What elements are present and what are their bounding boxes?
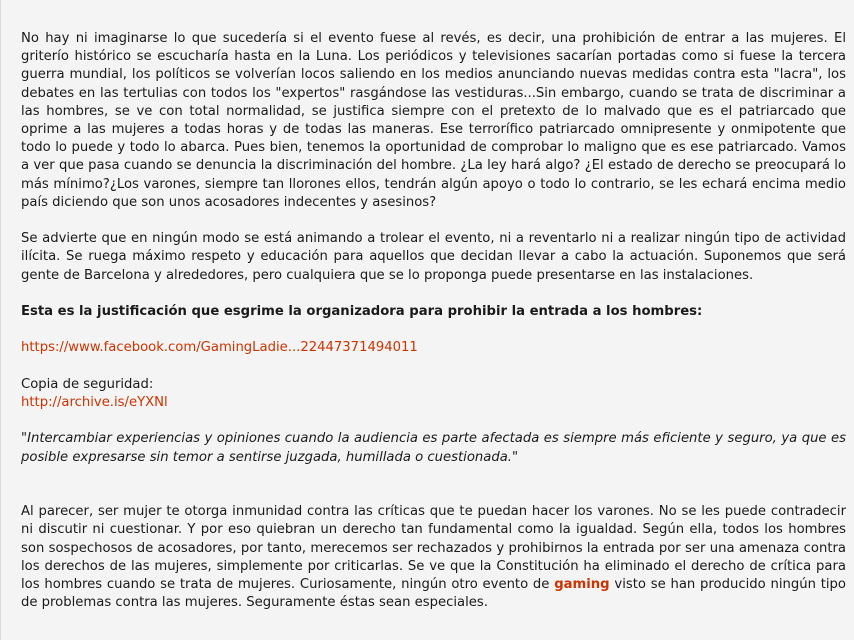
paragraph-conclusion-text: Al parecer, ser mujer te otorga inmunidad contra las críticas que te puedan hacer los varones. No se les puede contradecir ni discutir ni cuestionar. Y por eso quiebran un derecho tan fundamental como la igualdad. Según ella, todos los hombres son sospechosos de acosadores, por tanto, merecemos ser rechazados y prohibirnos la entrada por ser una amenaza contra los derechos de las mujeres, simplemente por criticarlas. Se ve que la Constitución ha eliminado el derecho de crítica para los hombres cuando se trata de mujeres. Curiosamente, ningún otro evento de — [21, 504, 846, 592]
organizer-quote: "Intercambiar experiencias y opiniones cuando la audiencia es parte afectada es siempre más eficiente y seguro, ya que es posible expresarse sin temor a sentirse juzgada, humillada o cuestionada." — [21, 431, 846, 465]
paragraph-conclusion — [21, 503, 846, 612]
paragraph-intro: No hay ni imaginarse lo que sucedería si el evento fuese al revés, es decir, una prohibición de entrar a las mujeres. El griterío histórico se escucharía hasta en la Luna. Los periódicos y televisiones sacarían portadas como si fuese la tercera guerra mundial, los políticos se volverían locos saliendo en los medios anunciando nuevas medidas contra esta "lacra", los debates en las tertulias con todos los "expertos" rasgándose las vestiduras...Sin embargo, cuando se trata de discriminar a las hombres, se ve con total normalidad, se justifica siempre con el pretexto de lo malvado que es el patriarcado que oprime a las mujeres a todas horas y de todas las maneras. Ese terrorífico patriarcado omnipresente y onmipotente que todo lo puede y todo lo abarca. Pues bien, tenemos la oportunidad de comprobar lo maligno que es ese patriarcado. Vamos a ver que pasa cuando se denuncia la discriminación del hombre. ¿La ley hará algo? ¿El estado de derecho se preocupará lo más mínimo?¿Los varones, siempre tan llorones ellos, tendrán algún apoyo o todo lo contrario, se les echará encima medio país diciendo que son unos acosadores indecentes y asesinos? — [21, 31, 846, 210]
paragraph-conclusion-tail: visto se han producido ningún tipo de problemas contra las mujeres. Seguramente éstas sean especiales. — [21, 577, 846, 611]
gaming-link[interactable]: gaming — [554, 577, 610, 592]
archive-link[interactable]: http://archive.is/eYXNl — [21, 395, 168, 410]
paragraph-disclaimer: Se advierte que en ningún modo se está animando a trolear el evento, ni a reventarlo ni a realizar ningún tipo de actividad ilícita. Se ruega máximo respeto y educación para aquellos que decidan llevar a cabo la actuación. Suponemos que será gente de Barcelona y alrededores, pero cualquiera que se lo proponga puede presentarse en las instalaciones. — [21, 231, 846, 283]
facebook-link[interactable]: https://www.facebook.com/GamingLadie...22447371494011 — [21, 340, 418, 356]
justification-heading: Esta es la justificación que esgrime la organizadora para prohibir la entrada a los hombres: — [21, 304, 703, 320]
bottom-fade — [1, 632, 854, 640]
backup-label: Copia de seguridad: — [21, 376, 154, 392]
